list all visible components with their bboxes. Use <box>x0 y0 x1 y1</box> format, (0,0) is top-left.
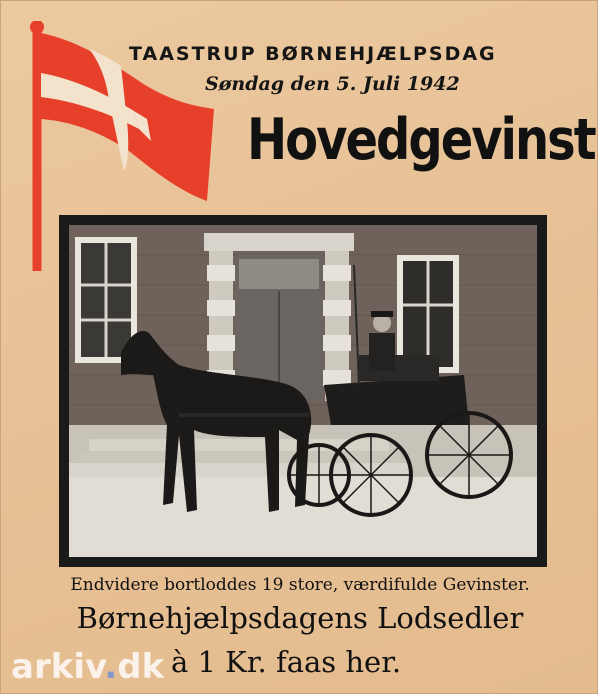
photo-frame <box>59 215 547 567</box>
watermark-logo <box>11 647 164 687</box>
lottery-tickets-text: Børnehjælpsdagens Lodsedler <box>76 601 524 635</box>
carriage-photo-drawing <box>69 225 537 557</box>
carriage-photo <box>69 225 537 557</box>
watermark-part-c: dk <box>117 647 165 687</box>
additional-prizes-text: Endvidere bortloddes 19 store, værdifulde Gevinster. <box>70 575 530 595</box>
headline: Hovedgevinst <box>247 107 595 174</box>
watermark-dot: . <box>104 647 118 687</box>
watermark-part-a: arkiv <box>11 647 105 687</box>
ticket-price-text: à 1 Kr. faas her. <box>171 645 402 679</box>
organizer-title: TAASTRUP BØRNEHJÆLPSDAG <box>129 43 497 65</box>
event-date: Søndag den 5. Juli 1942 <box>205 73 460 95</box>
